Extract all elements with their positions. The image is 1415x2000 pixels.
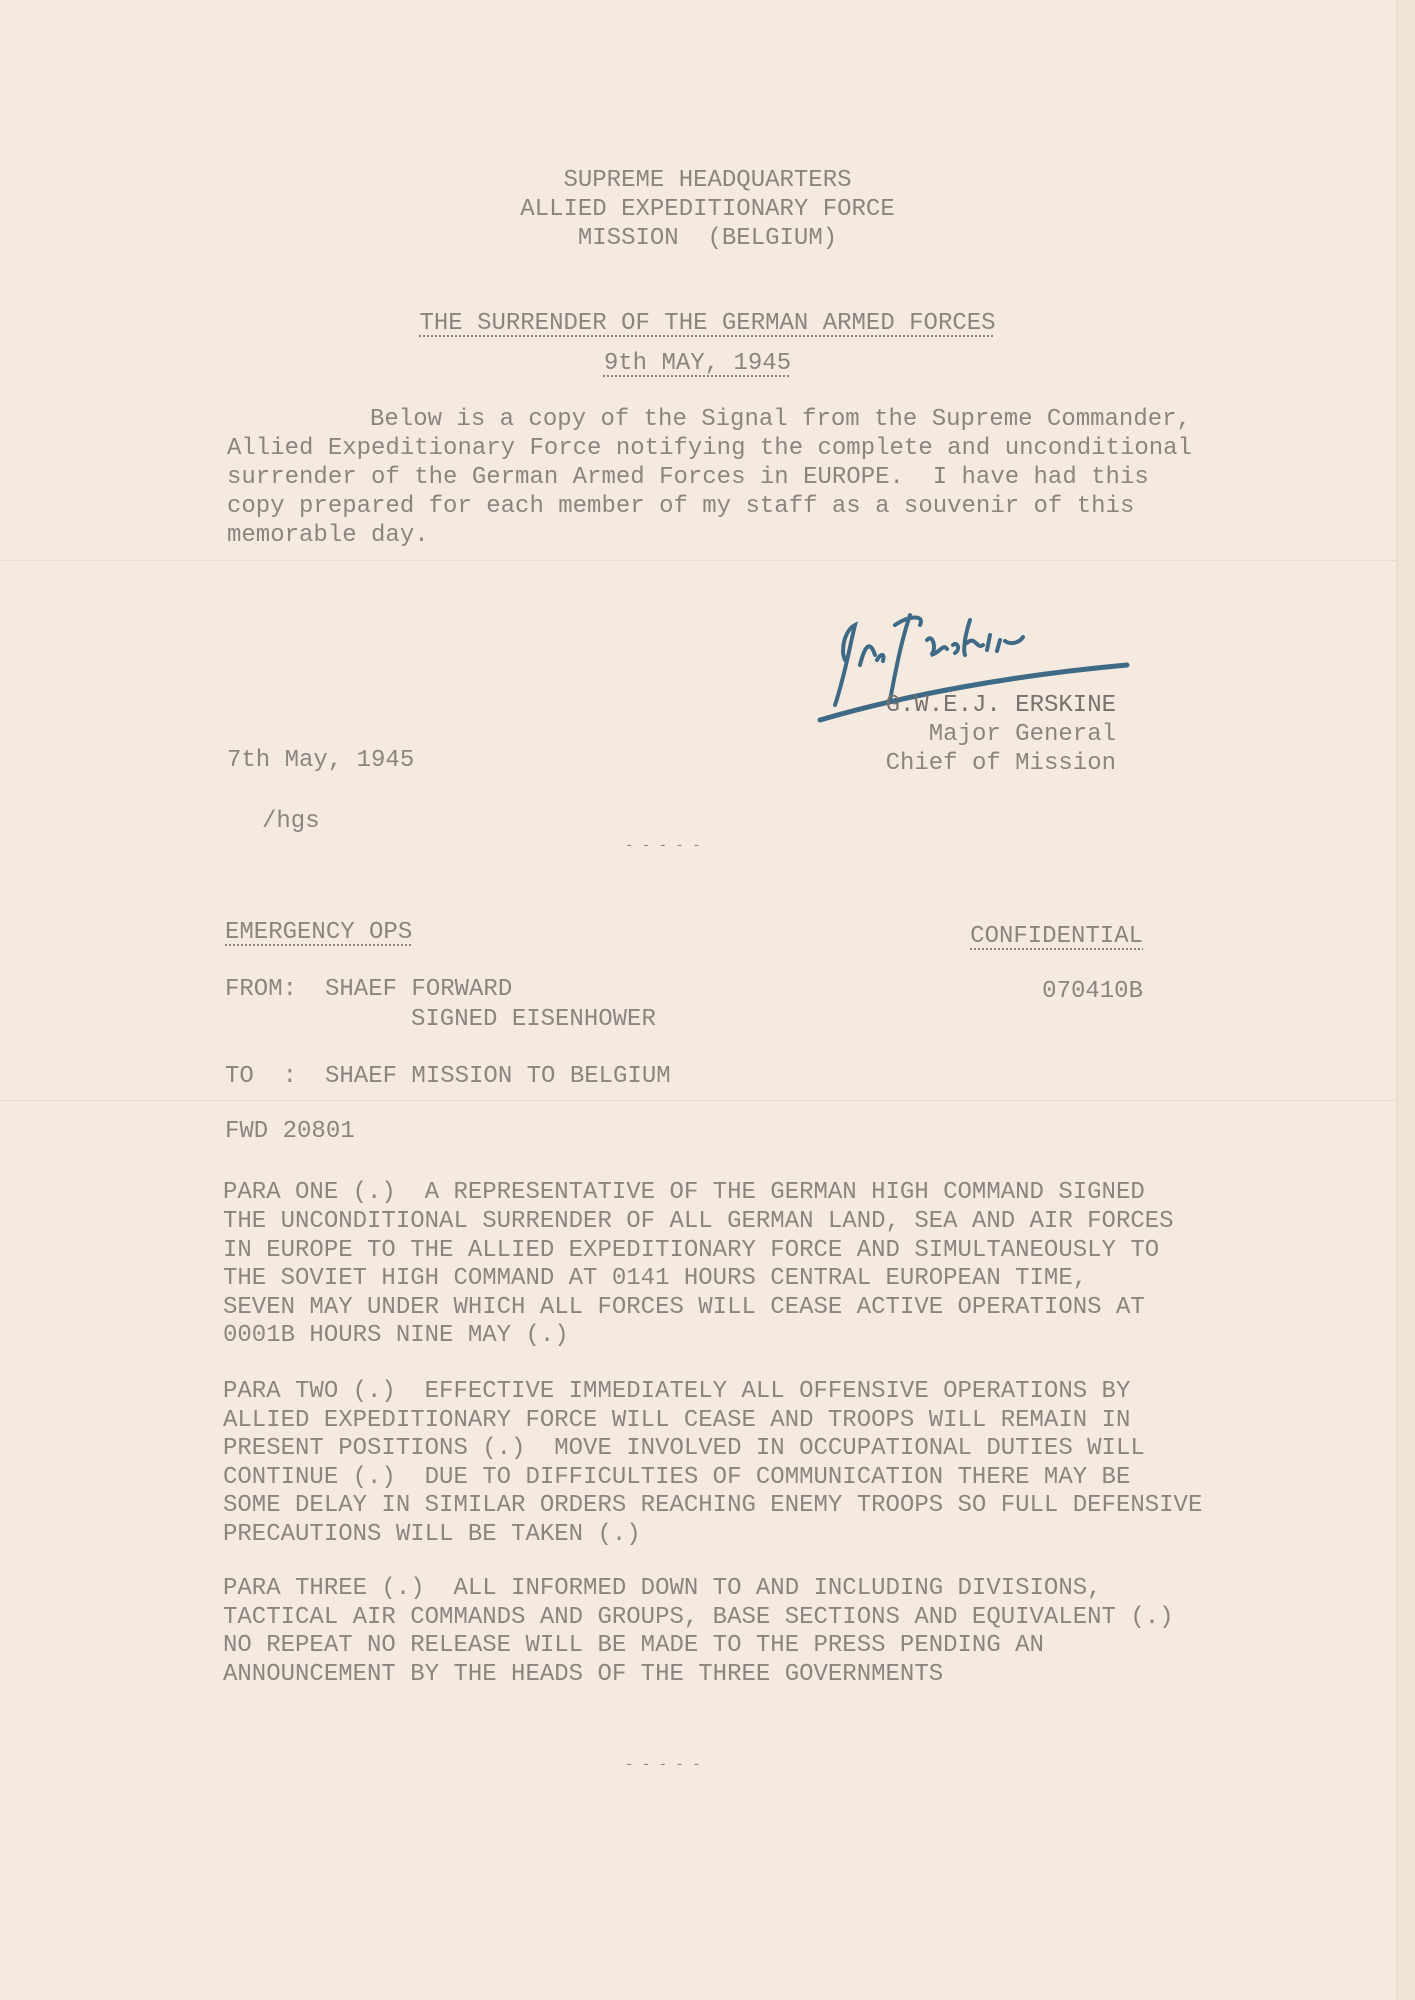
para-two-line: PRESENT POSITIONS (.) MOVE INVOLVED IN OCCUPATIONAL DUTIES WILL bbox=[223, 1435, 1145, 1462]
para-one-line: THE UNCONDITIONAL SURRENDER OF ALL GERMAN LAND, SEA AND AIR FORCES bbox=[223, 1208, 1174, 1235]
from-value: SHAEF FORWARD bbox=[325, 976, 513, 1003]
signal-classification: CONFIDENTIAL bbox=[970, 923, 1143, 950]
para-two-line: CONTINUE (.) DUE TO DIFFICULTIES OF COMMUNICATION THERE MAY BE bbox=[223, 1464, 1131, 1491]
intro-line: Below is a copy of the Signal from the Supreme Commander, bbox=[370, 406, 1191, 433]
para-two-line: ALLIED EXPEDITIONARY FORCE WILL CEASE AND TROOPS WILL REMAIN IN bbox=[223, 1407, 1131, 1434]
document-title: THE SURRENDER OF THE GERMAN ARMED FORCES bbox=[419, 310, 996, 337]
para-one-line: IN EUROPE TO THE ALLIED EXPEDITIONARY FORCE AND SIMULTANEOUSLY TO bbox=[223, 1237, 1160, 1264]
para-one-line: SEVEN MAY UNDER WHICH ALL FORCES WILL CEASE ACTIVE OPERATIONS AT bbox=[223, 1294, 1145, 1321]
para-one-line: PARA ONE (.) A REPRESENTATIVE OF THE GERMAN HIGH COMMAND SIGNED bbox=[223, 1179, 1145, 1206]
fold-line bbox=[0, 1100, 1396, 1101]
typist-reference: /hgs bbox=[262, 808, 320, 835]
letterhead-line: MISSION (BELGIUM) bbox=[577, 225, 838, 252]
intro-line: surrender of the German Armed Forces in EUROPE. I have had this bbox=[227, 464, 1149, 491]
para-three-line: ANNOUNCEMENT BY THE HEADS OF THE THREE GOVERNMENTS bbox=[223, 1661, 944, 1688]
para-two-line: PARA TWO (.) EFFECTIVE IMMEDIATELY ALL OFFENSIVE OPERATIONS BY bbox=[223, 1378, 1131, 1405]
fold-line bbox=[0, 560, 1396, 561]
end-separator: - - - - - bbox=[625, 1757, 701, 1773]
para-one-line: THE SOVIET HIGH COMMAND AT 0141 HOURS CENTRAL EUROPEAN TIME, bbox=[223, 1265, 1088, 1292]
from-label: FROM: bbox=[225, 976, 298, 1003]
letterhead-line: ALLIED EXPEDITIONARY FORCE bbox=[520, 196, 895, 223]
signatory-name: G.W.E.J. ERSKINE bbox=[885, 692, 1116, 719]
para-three-line: PARA THREE (.) ALL INFORMED DOWN TO AND INCLUDING DIVISIONS, bbox=[223, 1575, 1102, 1602]
para-three-line: TACTICAL AIR COMMANDS AND GROUPS, BASE SECTIONS AND EQUIVALENT (.) bbox=[223, 1604, 1174, 1631]
para-three-line: NO REPEAT NO RELEASE WILL BE MADE TO THE PRESS PENDING AN bbox=[223, 1632, 1044, 1659]
signal-reference: FWD 20801 bbox=[225, 1118, 355, 1145]
document-title-date: 9th MAY, 1945 bbox=[603, 350, 792, 377]
para-two-line: PRECAUTIONS WILL BE TAKEN (.) bbox=[223, 1521, 641, 1548]
date-time-group: 070410B bbox=[1042, 978, 1143, 1005]
to-value: SHAEF MISSION TO BELGIUM bbox=[325, 1063, 671, 1090]
intro-line: Allied Expeditionary Force notifying the complete and unconditional bbox=[227, 435, 1192, 462]
letter-date: 7th May, 1945 bbox=[227, 747, 415, 774]
para-two-line: SOME DELAY IN SIMILAR ORDERS REACHING ENEMY TROOPS SO FULL DEFENSIVE bbox=[223, 1492, 1203, 1519]
signal-precedence: EMERGENCY OPS bbox=[225, 919, 413, 946]
signatory-position: Chief of Mission bbox=[885, 750, 1116, 777]
signatory-rank: Major General bbox=[928, 721, 1116, 748]
para-one-line: 0001B HOURS NINE MAY (.) bbox=[223, 1322, 569, 1349]
to-label: TO : bbox=[225, 1063, 298, 1090]
intro-line: memorable day. bbox=[227, 522, 429, 549]
signed-by: SIGNED EISENHOWER bbox=[411, 1006, 656, 1033]
paper-edge bbox=[1396, 0, 1415, 2000]
intro-line: copy prepared for each member of my staff as a souvenir of this bbox=[227, 493, 1135, 520]
separator: - - - - - bbox=[625, 838, 701, 854]
letterhead-line: SUPREME HEADQUARTERS bbox=[563, 167, 852, 194]
